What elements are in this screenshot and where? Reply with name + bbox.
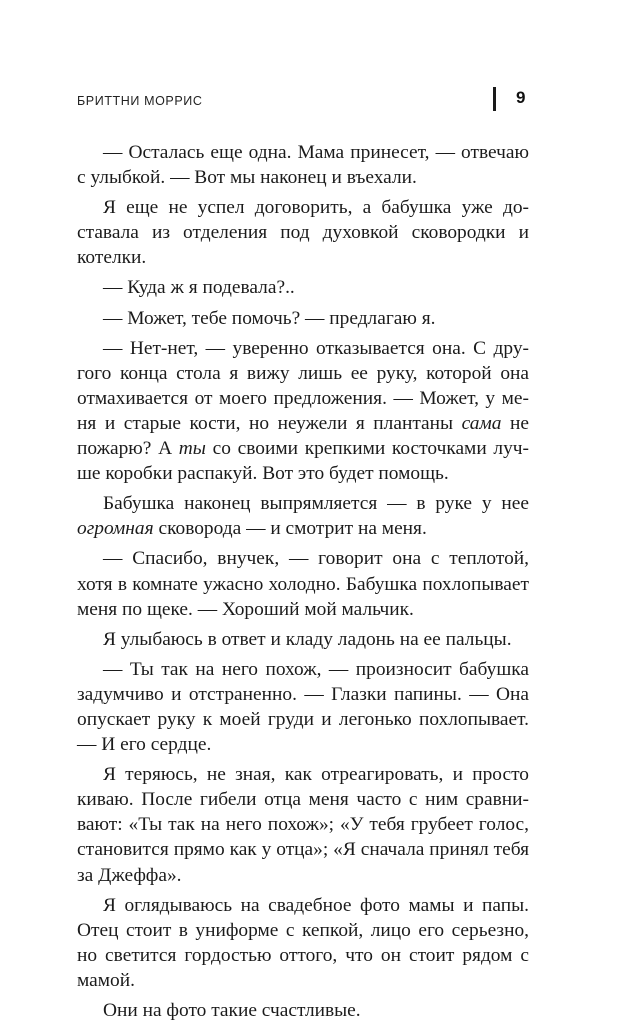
- paragraph: [77, 657, 529, 757]
- text-run: — Спасибо, внучек, — говорит она с теплотой, хотя в комнате ужасно холодно. Бабушка похлопывает меня по щеке. — Хороший мой мальчик.: [77, 548, 529, 620]
- body-text: [77, 140, 529, 1028]
- text-run: со своими крепкими косточками лучше коробки распакуй. Вот это будет помощь.: [77, 438, 529, 485]
- text-run: — Куда ж я подевала?..: [103, 277, 295, 299]
- paragraph: [77, 140, 529, 190]
- paragraph: [77, 491, 529, 541]
- text-run: — Ты так на него похож, — произносит бабушка задумчиво и отстраненно. — Глазки папины. — Она опускает руку к моей груди и легонько похлопывает. — И его сердце.: [77, 658, 529, 756]
- text-run: Я теряюсь, не зная, как отреагировать, и просто киваю. После гибели отца меня часто с ним сравнивают: «Ты так на него похож»; «У тебя грубеет голос, становится прямо как у отца»; «Я сначала принял тебя за Джеффа».: [77, 764, 529, 886]
- italic-text: огромная: [77, 518, 154, 540]
- italic-text: ты: [178, 438, 206, 460]
- italic-text: сама: [461, 412, 502, 434]
- text-run: — Осталась еще одна. Мама принесет, — отвечаю с улыбкой. — Вот мы наконец и въехали.: [77, 142, 529, 189]
- paragraph: [77, 893, 529, 993]
- page-number: 9: [516, 88, 526, 107]
- paragraph: [77, 998, 529, 1023]
- text-run: — Нет-нет, — уверенно отказывается она. С другого конца стола я вижу лишь ее руку, которой она отмахивается от моего предложения. — Может, у меня и старые кости, но неужели я плантаны: [77, 337, 529, 434]
- paragraph: [77, 336, 529, 487]
- running-head-author: БРИТТНИ МОРРИС: [77, 94, 203, 108]
- text-run: — Может, тебе помочь? — предлагаю я.: [103, 307, 436, 329]
- text-run: сковорода — и смотрит на меня.: [153, 518, 427, 540]
- paragraph: [77, 762, 529, 887]
- paragraph: [77, 195, 529, 270]
- text-run: не пожарю? А: [77, 412, 529, 460]
- text-run: Бабушка наконец выпрямляется — в руке у нее: [103, 493, 529, 515]
- text-run: Я еще не успел договорить, а бабушка уже доставала из отделения под духовкой сковородки и котелки.: [77, 197, 529, 269]
- header-divider: [493, 87, 496, 111]
- paragraph: [77, 306, 529, 331]
- text-run: Я оглядываюсь на свадебное фото мамы и папы. Отец стоит в униформе с кепкой, лицо его серьезно, но светится гордостью оттого, что он стоит рядом с мамой.: [77, 894, 529, 991]
- text-run: Я улыбаюсь в ответ и кладу ладонь на ее пальцы.: [103, 628, 512, 650]
- paragraph: [77, 275, 529, 300]
- paragraph: [77, 546, 529, 621]
- paragraph: [77, 627, 529, 652]
- running-header: [0, 0, 619, 130]
- text-run: Они на фото такие счастливые.: [103, 1000, 361, 1021]
